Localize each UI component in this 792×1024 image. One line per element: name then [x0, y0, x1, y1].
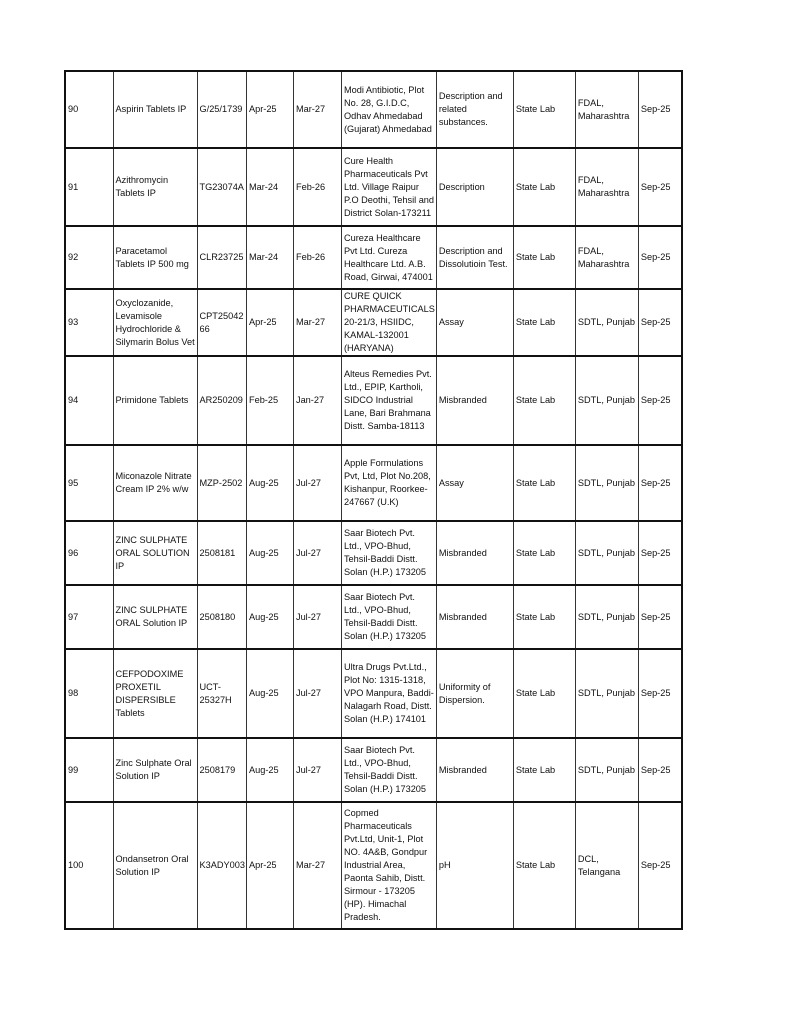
- manufacturer-cell: Apple Formulations Pvt, Ltd, Plot No.208, Kishanpur, Roorkee-247667 (U.K): [341, 445, 436, 521]
- manufacture-date-cell: Mar-24: [246, 148, 293, 226]
- lab-cell: State Lab: [513, 649, 575, 738]
- table-row: [65, 585, 682, 649]
- serial-number-cell: 96: [65, 521, 113, 585]
- batch-number-cell: AR250209: [197, 356, 246, 445]
- table-row: [65, 445, 682, 521]
- serial-number-cell: 97: [65, 585, 113, 649]
- manufacturer-cell: Saar Biotech Pvt. Ltd., VPO-Bhud, Tehsil-Baddi Distt. Solan (H.P.) 173205: [341, 521, 436, 585]
- lab-cell: State Lab: [513, 148, 575, 226]
- manufacturer-cell: Modi Antibiotic, Plot No. 28, G.I.D.C, Odhav Ahmedabad (Gujarat) Ahmedabad: [341, 71, 436, 148]
- alert-month-cell: Sep-25: [638, 226, 682, 289]
- lab-cell: State Lab: [513, 356, 575, 445]
- expiry-date-cell: Jul-27: [293, 585, 341, 649]
- table-row: [65, 71, 682, 148]
- alert-month-cell: Sep-25: [638, 356, 682, 445]
- reporting-authority-cell: SDTL, Punjab: [575, 289, 638, 356]
- manufacturer-cell: Cureza Healthcare Pvt Ltd. Cureza Healthcare Ltd. A.B. Road, Girwai, 474001: [341, 226, 436, 289]
- reporting-authority-cell: FDAL, Maharashtra: [575, 148, 638, 226]
- expiry-date-cell: Mar-27: [293, 289, 341, 356]
- batch-number-cell: 2508180: [197, 585, 246, 649]
- expiry-date-cell: Jan-27: [293, 356, 341, 445]
- batch-number-cell: MZP-2502: [197, 445, 246, 521]
- batch-number-cell: 2508181: [197, 521, 246, 585]
- reason-cell: Misbranded: [436, 585, 513, 649]
- serial-number-cell: 92: [65, 226, 113, 289]
- serial-number-cell: 99: [65, 738, 113, 802]
- serial-number-cell: 93: [65, 289, 113, 356]
- alert-month-cell: Sep-25: [638, 148, 682, 226]
- manufacturer-cell: CURE QUICK PHARMACEUTICALS 20-21/3, HSIIDC, KAMAL-132001 (HARYANA): [341, 289, 436, 356]
- expiry-date-cell: Feb-26: [293, 148, 341, 226]
- lab-cell: State Lab: [513, 226, 575, 289]
- lab-cell: State Lab: [513, 738, 575, 802]
- manufacture-date-cell: Aug-25: [246, 649, 293, 738]
- expiry-date-cell: Mar-27: [293, 71, 341, 148]
- product-name-cell: Oxyclozanide, Levamisole Hydrochloride & Silymarin Bolus Vet: [113, 289, 197, 356]
- lab-cell: State Lab: [513, 585, 575, 649]
- alert-month-cell: Sep-25: [638, 445, 682, 521]
- manufacture-date-cell: Aug-25: [246, 585, 293, 649]
- batch-number-cell: K3ADY003: [197, 802, 246, 929]
- product-name-cell: Azithromycin Tablets IP: [113, 148, 197, 226]
- table-row: [65, 649, 682, 738]
- alert-month-cell: Sep-25: [638, 738, 682, 802]
- manufacture-date-cell: Apr-25: [246, 802, 293, 929]
- manufacturer-cell: Cure Health Pharmaceuticals Pvt Ltd. Village Raipur P.O Deothi, Tehsil and District Solan-173211: [341, 148, 436, 226]
- lab-cell: State Lab: [513, 445, 575, 521]
- manufacturer-cell: Copmed Pharmaceuticals Pvt.Ltd, Unit-1, Plot NO. 4A&B, Gondpur Industrial Area, Paonta Sahib, Distt. Sirmour - 173205 (HP). Himachal Pradesh.: [341, 802, 436, 929]
- reason-cell: Misbranded: [436, 738, 513, 802]
- lab-cell: State Lab: [513, 521, 575, 585]
- manufacture-date-cell: Apr-25: [246, 71, 293, 148]
- alert-month-cell: Sep-25: [638, 649, 682, 738]
- batch-number-cell: G/25/1739: [197, 71, 246, 148]
- table-row: [65, 226, 682, 289]
- reporting-authority-cell: SDTL, Punjab: [575, 649, 638, 738]
- manufacturer-cell: Saar Biotech Pvt. Ltd., VPO-Bhud, Tehsil-Baddi Distt. Solan (H.P.) 173205: [341, 738, 436, 802]
- table-row: [65, 738, 682, 802]
- alert-month-cell: Sep-25: [638, 585, 682, 649]
- product-name-cell: Aspirin Tablets IP: [113, 71, 197, 148]
- serial-number-cell: 100: [65, 802, 113, 929]
- reporting-authority-cell: SDTL, Punjab: [575, 585, 638, 649]
- table-row: [65, 289, 682, 356]
- manufacturer-cell: Saar Biotech Pvt. Ltd., VPO-Bhud, Tehsil-Baddi Distt. Solan (H.P.) 173205: [341, 585, 436, 649]
- product-name-cell: ZINC SULPHATE ORAL SOLUTION IP: [113, 521, 197, 585]
- product-name-cell: Ondansetron Oral Solution IP: [113, 802, 197, 929]
- manufacture-date-cell: Mar-24: [246, 226, 293, 289]
- serial-number-cell: 98: [65, 649, 113, 738]
- batch-number-cell: TG23074A: [197, 148, 246, 226]
- reporting-authority-cell: FDAL, Maharashtra: [575, 226, 638, 289]
- manufacture-date-cell: Aug-25: [246, 738, 293, 802]
- reason-cell: Misbranded: [436, 356, 513, 445]
- batch-number-cell: CLR23725: [197, 226, 246, 289]
- alert-month-cell: Sep-25: [638, 521, 682, 585]
- expiry-date-cell: Feb-26: [293, 226, 341, 289]
- reporting-authority-cell: SDTL, Punjab: [575, 521, 638, 585]
- lab-cell: State Lab: [513, 802, 575, 929]
- serial-number-cell: 94: [65, 356, 113, 445]
- reason-cell: Uniformity of Dispersion.: [436, 649, 513, 738]
- reporting-authority-cell: DCL, Telangana: [575, 802, 638, 929]
- batch-number-cell: CPT25042 66: [197, 289, 246, 356]
- product-name-cell: Primidone Tablets: [113, 356, 197, 445]
- reporting-authority-cell: SDTL, Punjab: [575, 445, 638, 521]
- expiry-date-cell: Mar-27: [293, 802, 341, 929]
- manufacture-date-cell: Aug-25: [246, 521, 293, 585]
- alert-month-cell: Sep-25: [638, 802, 682, 929]
- reporting-authority-cell: SDTL, Punjab: [575, 356, 638, 445]
- product-name-cell: Zinc Sulphate Oral Solution IP: [113, 738, 197, 802]
- reason-cell: pH: [436, 802, 513, 929]
- product-name-cell: CEFPODOXIME PROXETIL DISPERSIBLE Tablets: [113, 649, 197, 738]
- manufacture-date-cell: Feb-25: [246, 356, 293, 445]
- alert-month-cell: Sep-25: [638, 71, 682, 148]
- lab-cell: State Lab: [513, 289, 575, 356]
- table-row: [65, 521, 682, 585]
- product-name-cell: Miconazole Nitrate Cream IP 2% w/w: [113, 445, 197, 521]
- serial-number-cell: 95: [65, 445, 113, 521]
- reporting-authority-cell: SDTL, Punjab: [575, 738, 638, 802]
- batch-number-cell: 2508179: [197, 738, 246, 802]
- serial-number-cell: 91: [65, 148, 113, 226]
- manufacture-date-cell: Apr-25: [246, 289, 293, 356]
- reason-cell: Misbranded: [436, 521, 513, 585]
- batch-number-cell: UCT-25327H: [197, 649, 246, 738]
- reason-cell: Assay: [436, 445, 513, 521]
- lab-cell: State Lab: [513, 71, 575, 148]
- product-name-cell: Paracetamol Tablets IP 500 mg: [113, 226, 197, 289]
- expiry-date-cell: Jul-27: [293, 445, 341, 521]
- table-row: [65, 356, 682, 445]
- expiry-date-cell: Jul-27: [293, 738, 341, 802]
- product-name-cell: ZINC SULPHATE ORAL Solution IP: [113, 585, 197, 649]
- expiry-date-cell: Jul-27: [293, 649, 341, 738]
- reporting-authority-cell: FDAL, Maharashtra: [575, 71, 638, 148]
- reason-cell: Assay: [436, 289, 513, 356]
- table-row: [65, 802, 682, 929]
- expiry-date-cell: Jul-27: [293, 521, 341, 585]
- serial-number-cell: 90: [65, 71, 113, 148]
- manufacturer-cell: Alteus Remedies Pvt. Ltd., EPIP, Kartholi, SIDCO Industrial Lane, Bari Brahmana Distt. Samba-18113: [341, 356, 436, 445]
- table-body: [65, 71, 682, 929]
- reason-cell: Description and Dissolutioin Test.: [436, 226, 513, 289]
- table-row: [65, 148, 682, 226]
- alert-month-cell: Sep-25: [638, 289, 682, 356]
- drug-alert-table: [64, 70, 683, 930]
- reason-cell: Description and related substances.: [436, 71, 513, 148]
- manufacture-date-cell: Aug-25: [246, 445, 293, 521]
- reason-cell: Description: [436, 148, 513, 226]
- manufacturer-cell: Ultra Drugs Pvt.Ltd., Plot No: 1315-1318, VPO Manpura, Baddi-Nalagarh Road, Distt. Solan (H.P.) 174101: [341, 649, 436, 738]
